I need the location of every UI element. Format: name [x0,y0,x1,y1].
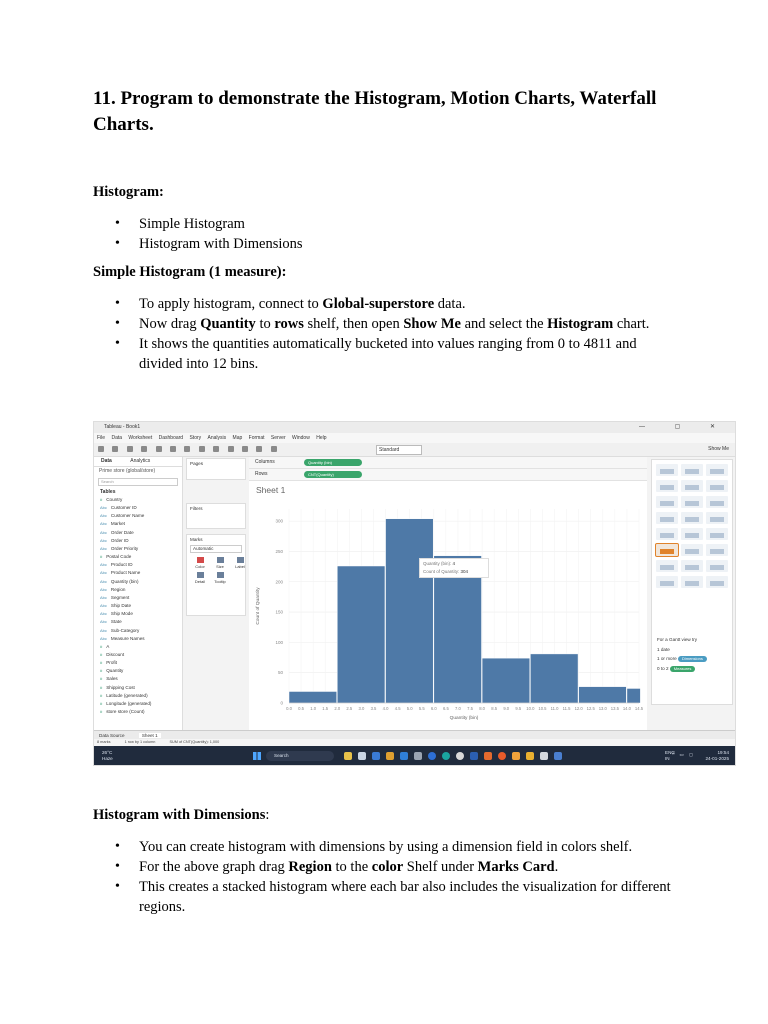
field-label: Order Priority [110,545,139,551]
x-tick-label: 6.0 [430,706,437,711]
x-tick-label: 11.0 [550,706,559,711]
field-item[interactable] [94,635,182,643]
rows-shelf[interactable]: Rows CNT(Quantity) [249,469,647,481]
menu-item[interactable]: File [97,435,106,441]
field-label: Order Date [110,529,134,535]
field-item[interactable] [94,537,182,545]
dimension-icon: Abc [100,545,107,551]
windows-taskbar [94,746,735,766]
list-item: • Simple Histogram [93,214,683,234]
y-tick-label: 150 [275,609,283,615]
list-item: • Histogram with Dimensions [93,234,683,254]
field-label: Segment [110,594,130,600]
x-tick-label: 13.5 [610,706,619,711]
app-icon[interactable] [540,752,548,760]
dimensions-pill: Dimensions [678,656,707,662]
histogram-bar [386,519,434,703]
field-label: Discount [106,651,125,657]
field-label: Shipping Cost [106,684,135,690]
field-item[interactable] [94,643,182,651]
chart-type-button[interactable] [656,464,678,476]
show-me-panel [651,459,733,705]
show-me-hint-line: 1 or more Dimensions [657,654,707,664]
x-tick-label: 7.0 [455,706,461,711]
show-me-hint-line: 0 to 2 Measures [657,664,707,674]
field-label: Ship Date [110,603,132,609]
dimension-icon: Abc [100,521,107,527]
field-item[interactable] [94,618,182,626]
field-item[interactable] [94,667,182,675]
show-me-button[interactable]: Show Me [708,446,729,452]
field-label: Region [110,586,126,592]
tooltip-button[interactable]: Tooltip [210,572,230,584]
label-icon[interactable] [271,446,277,452]
chart-type-button[interactable] [656,560,678,572]
chart-type-button[interactable] [706,544,728,556]
tableau-logo-icon [98,446,104,452]
chart-type-button[interactable] [681,512,703,524]
measures-pill: Measures [670,666,696,672]
field-label: Market [110,521,125,527]
histogram-heading: Histogram: [93,184,164,200]
x-tick-label: 5.0 [406,706,413,711]
x-tick-label: 0.5 [298,706,304,711]
rows-pill[interactable]: CNT(Quantity) [304,471,362,478]
size-button[interactable]: Size [210,557,230,569]
measure-icon: # [100,643,103,649]
field-item[interactable] [94,627,182,635]
field-item[interactable] [94,578,182,586]
dimension-icon: Abc [100,513,107,519]
histogram-types-list [93,214,683,254]
histogram-bar [482,658,530,703]
chart-type-button[interactable] [706,512,728,524]
menu-item[interactable]: Worksheet [128,435,153,441]
measure-icon: # [100,709,103,715]
field-label: Sub-Category [110,627,140,633]
field-label: Quantity (bin) [110,578,139,584]
field-item[interactable] [94,602,182,610]
chart-type-button[interactable] [706,560,728,572]
x-tick-label: 12.5 [586,706,595,711]
duplicate-icon[interactable] [184,446,190,452]
clear-icon[interactable] [199,446,205,452]
app-icon[interactable] [470,752,478,760]
field-label: Order ID [110,537,129,543]
chart-tooltip: Quantity (bin): 4 Count of Quantity: 304 [419,558,489,578]
histogram-bar [579,687,627,703]
dimension-icon: Abc [100,570,107,576]
y-tick-label: 250 [275,548,283,554]
chart-type-button[interactable] [681,480,703,492]
columns-shelf[interactable]: Columns Quantity (bin) [249,457,647,469]
pages-card[interactable]: Pages [186,458,246,480]
dimension-icon: Abc [100,505,107,511]
measure-icon: # [100,692,103,698]
new-sheet-icon[interactable] [170,446,176,452]
x-tick-label: 14.5 [634,706,644,711]
dimension-icon: Abc [100,594,107,600]
window-controls[interactable]: — ▢ ✕ [638,424,729,430]
dimension-icon: Abc [100,578,107,584]
field-item[interactable] [94,529,182,537]
status-bar [94,739,735,746]
chart-type-button[interactable] [656,496,678,508]
clock[interactable]: 19:54 24-01-2025 [705,750,729,761]
chart-type-button[interactable] [706,576,728,588]
simple-histogram-heading: Simple Histogram (1 measure): [93,264,287,280]
x-tick-label: 10.0 [526,706,535,711]
menu-item[interactable]: Help [316,435,327,441]
field-item[interactable] [94,610,182,618]
field-label: Measure Names [110,635,145,641]
measure-icon: # [100,497,103,502]
measure-icon: # [100,554,103,560]
dimension-icon: Abc [100,603,107,609]
field-item[interactable] [94,700,182,708]
document-title: 11. Program to demonstrate the Histogram, Motion Charts, Waterfall Charts. [93,88,657,135]
field-label: Country [106,497,123,502]
chart-type-button[interactable] [681,496,703,508]
field-search-input[interactable]: Search [98,478,178,486]
menu-item[interactable]: Window [292,435,310,441]
simple-histogram-list [93,294,683,374]
app-icon[interactable] [344,752,352,760]
x-tick-label: 8.5 [491,706,498,711]
x-tick-label: 4.5 [394,706,401,711]
chart-type-button[interactable] [681,560,703,572]
x-axis-label: Quantity (bin) [449,716,479,721]
fit-dropdown[interactable]: Standard [376,445,422,455]
filters-card[interactable]: Filters [186,503,246,529]
chart-type-button[interactable] [656,576,678,588]
field-item[interactable] [94,586,182,594]
app-icon[interactable] [526,752,534,760]
histogram-bar [627,688,640,703]
field-label: Latitude (generated) [106,692,148,698]
menu-item[interactable]: Map [232,435,243,441]
measure-icon: # [100,668,103,674]
status-sum: SUM of CNT(Quantity): 1,000 [169,740,220,744]
field-item[interactable] [94,545,182,553]
taskbar-search[interactable]: Search [266,751,334,761]
x-tick-label: 9.5 [515,706,522,711]
save-icon[interactable] [141,446,147,452]
chart-type-button[interactable] [656,528,678,540]
chart-type-button[interactable] [681,528,703,540]
field-list [94,496,182,716]
field-label: Postal Code [106,554,132,560]
dimension-icon: Abc [100,586,107,592]
x-tick-label: 14.0 [622,706,632,711]
y-tick-label: 100 [275,639,283,645]
menu-bar [94,433,735,443]
list-item: • This creates a stacked histogram where each bar also includes the visualization for different regions. [93,877,683,917]
histogram-bar [289,691,337,703]
tray-icons[interactable]: ^ ▭ ◻ [672,752,695,757]
field-label: Product ID [110,562,133,568]
y-tick-label: 50 [277,670,283,676]
data-pane [94,457,183,730]
field-item[interactable] [94,651,182,659]
y-axis-label: Count of Quantity [256,587,261,625]
weather-widget[interactable]: 26°C Haze [102,750,113,761]
field-item[interactable] [94,561,182,569]
chart-type-button[interactable] [706,480,728,492]
x-tick-label: 10.5 [538,706,547,711]
toolbar [94,443,735,457]
field-label: Quantity [106,668,124,674]
field-label: Sales [106,676,118,682]
y-tick-label: 300 [275,518,283,524]
measure-icon: # [100,676,103,682]
chart-type-button[interactable] [706,528,728,540]
dimensions-heading: Histogram with Dimensions: [93,807,270,823]
y-tick-label: 200 [275,579,283,585]
field-label: Ship Mode [110,611,133,617]
chart-type-button[interactable] [656,480,678,492]
chart-type-button[interactable] [681,464,703,476]
folder-icon[interactable] [386,752,394,760]
dimension-icon: Abc [100,619,107,625]
x-tick-label: 2.5 [346,706,353,711]
field-label: State [110,619,122,625]
x-tick-label: 1.5 [322,706,329,711]
x-tick-label: 4.0 [382,706,389,711]
field-item[interactable] [94,594,182,602]
chart-type-button[interactable] [656,512,678,524]
measure-icon: # [100,700,103,706]
app-icon[interactable] [414,752,422,760]
chart-type-button[interactable] [706,464,728,476]
label-button[interactable]: Label [230,557,250,569]
field-item[interactable] [94,569,182,577]
list-item: • Now drag Quantity to rows shelf, then open Show Me and select the Histogram chart. [93,314,683,334]
menu-item[interactable]: Dashboard [158,435,184,441]
field-label: A [106,643,110,649]
y-tick-label: 0 [280,700,283,706]
x-tick-label: 6.5 [442,706,449,711]
show-me-hint-title: For a Gantt view try [657,637,698,642]
field-item[interactable] [94,692,182,700]
dimension-icon: Abc [100,611,107,617]
sort-icon[interactable] [228,446,234,452]
dimensions-list [93,837,683,917]
field-item[interactable] [94,512,182,520]
chart-type-button[interactable] [706,496,728,508]
app-icon[interactable] [512,752,520,760]
field-label: Profit [106,660,117,666]
menu-item[interactable]: Story [189,435,202,441]
field-item[interactable] [94,553,182,561]
shelves [249,457,647,481]
forward-icon[interactable] [127,446,133,452]
tables-label: Tables [100,489,116,495]
dimension-icon: Abc [100,627,107,633]
field-item[interactable] [94,708,182,716]
tab-data[interactable]: Data [101,458,112,464]
show-me-hint-line: 1 date [657,646,670,652]
back-icon[interactable] [112,446,118,452]
highlight-icon[interactable] [242,446,248,452]
x-tick-label: 2.0 [334,706,341,711]
list-item: • To apply histogram, connect to Global-superstore data. [93,294,683,314]
window-titlebar [94,422,735,433]
app-icon[interactable] [442,752,450,760]
field-label: Product Name [110,570,141,576]
x-tick-label: 3.0 [358,706,365,711]
sheet-title: Sheet 1 [256,485,286,495]
chart-type-button[interactable] [681,544,703,556]
app-icon[interactable] [372,752,380,760]
new-datasource-icon[interactable] [156,446,162,452]
detail-button[interactable]: Detail [190,572,210,584]
group-icon[interactable] [256,446,262,452]
field-item[interactable] [94,684,182,692]
x-tick-label: 9.0 [503,706,510,711]
columns-pill[interactable]: Quantity (bin) [304,459,362,466]
histogram-bar [337,566,385,703]
tableau-screenshot [93,421,736,766]
measure-icon: # [100,660,103,666]
list-item: • It shows the quantities automatically bucketed into values ranging from 0 to 4811 and divided into 12 bins. [93,334,683,374]
field-item[interactable] [94,659,182,667]
windows-start-icon[interactable] [253,752,261,760]
menu-item[interactable]: Format [248,435,265,441]
x-tick-label: 3.5 [370,706,377,711]
menu-item[interactable]: Analysis [207,435,227,441]
mark-type-dropdown[interactable]: Automatic [190,545,242,553]
app-icon[interactable] [484,752,492,760]
x-tick-label: 11.5 [562,706,571,711]
language-indicator[interactable]: ENG IN [665,750,675,761]
status-dimensions: 1 row by 1 column [124,740,156,744]
field-item[interactable] [94,496,182,504]
marks-label: Marks [190,537,203,542]
field-item[interactable] [94,504,182,512]
field-item[interactable] [94,520,182,528]
dimension-icon: Abc [100,635,107,641]
data-source-name[interactable]: Prime store (global/store) [99,468,156,474]
histogram-chart-type-button[interactable] [656,544,678,556]
list-item: • You can create histogram with dimensions by using a dimension field in colors shelf. [93,837,683,857]
marks-card [186,534,246,616]
field-item[interactable] [94,675,182,683]
histogram-bar [530,654,578,703]
dimension-icon: Abc [100,562,107,568]
firefox-icon[interactable] [498,752,506,760]
x-tick-label: 8.0 [479,706,486,711]
list-item: • For the above graph drag Region to the color Shelf under Marks Card. [93,857,683,877]
chart-type-button[interactable] [681,576,703,588]
field-label: store store (Count) [106,709,145,715]
field-label: Customer Name [110,513,145,519]
x-tick-label: 12.0 [574,706,583,711]
app-icon[interactable] [456,752,464,760]
x-tick-label: 0.0 [286,706,292,711]
x-tick-label: 5.5 [418,706,425,711]
histogram-chart [249,481,647,730]
tab-data-source[interactable]: Data Source [99,733,125,738]
x-tick-label: 13.0 [598,706,607,711]
tab-sheet-1[interactable]: Sheet 1 [139,733,161,738]
menu-item[interactable]: Server [270,435,286,441]
dimension-icon: Abc [100,537,107,543]
cards-pane [183,457,249,730]
tableau-app-icon[interactable] [554,752,562,760]
app-icon[interactable] [358,752,366,760]
swap-icon[interactable] [213,446,219,452]
color-button[interactable]: Color [190,557,210,569]
field-label: Longitude (generated) [106,700,152,706]
status-marks: 8 marks [97,740,111,744]
edge-icon[interactable] [428,752,436,760]
app-icon[interactable] [400,752,408,760]
x-tick-label: 7.5 [467,706,473,711]
worksheet-view [249,481,647,730]
x-tick-label: 1.0 [310,706,317,711]
tab-analytics[interactable]: Analytics [130,458,151,464]
window-title: Tableau - Book1 [104,424,141,430]
dimension-icon: Abc [100,529,107,535]
menu-item[interactable]: Data [111,435,123,441]
measure-icon: # [100,684,103,690]
field-label: Customer ID [110,505,137,511]
measure-icon: # [100,651,103,657]
